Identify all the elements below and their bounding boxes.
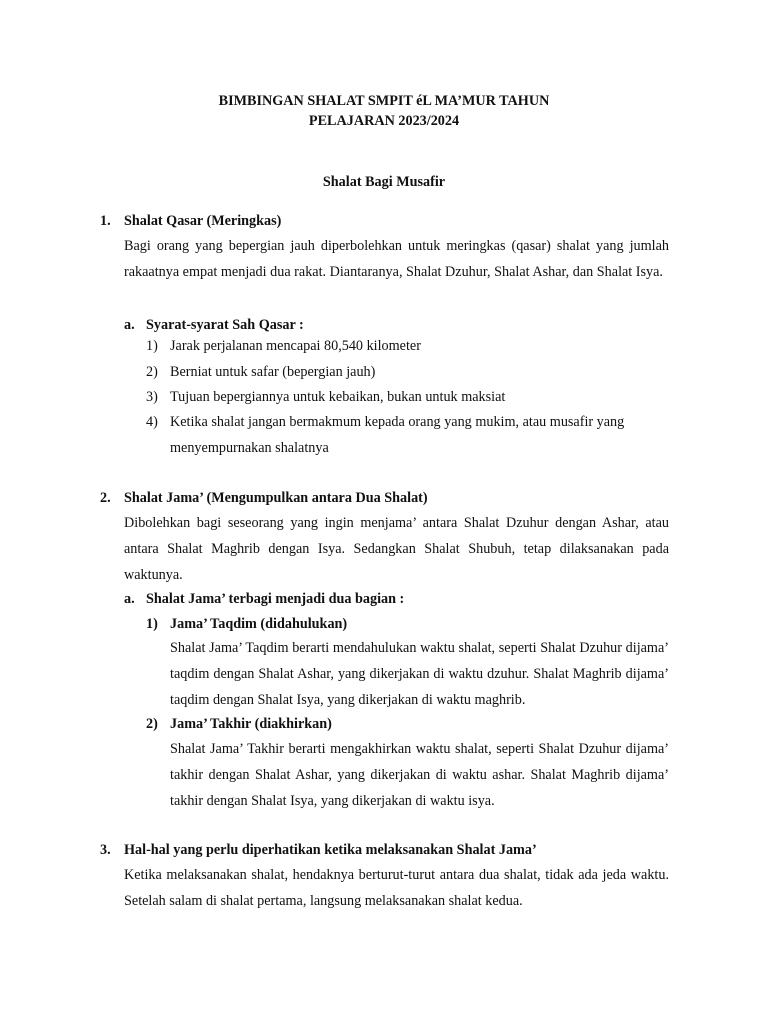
title-line-2: PELAJARAN 2023/2024 [308, 113, 460, 129]
document-title [0, 91, 768, 131]
list-text: Berniat untuk safar (bepergian jauh) [170, 364, 376, 380]
section-paragraph-3: Ketika melaksanakan shalat, hendaknya berturut-turut antara dua shalat, tidak ada jeda waktu. Setelah salam di shalat pertama, langsung melaksanakan shalat kedua. [124, 867, 669, 909]
sub-subsection-paragraph: Shalat Jama’ Taqdim berarti mendahulukan waktu shalat, seperti Shalat Dzuhur dijama’ taqdim dengan Shalat Ashar, yang dikerjakan di waktu dzuhur. Shalat Maghrib dijama’ taqdim dengan Shalat Isya, yang dikerjakan di waktu maghrib. [170, 640, 669, 708]
section-number: 1. [100, 213, 111, 229]
sub-subsection-title: Jama’ Takhir (diakhirkan) [170, 716, 332, 732]
sub-subsection-paragraph: Shalat Jama’ Takhir berarti mengakhirkan waktu shalat, seperti Shalat Dzuhur dijama’ takhir dengan Shalat Ashar, yang dikerjakan di waktu ashar. Shalat Maghrib dijama’ takhir dengan Shalat Isya, yang dikerjakan di waktu isya. [170, 741, 669, 809]
section-number: 2. [100, 490, 111, 506]
list-number: 2) [146, 364, 158, 380]
subsection-title: Shalat Jama’ terbagi menjadi dua bagian : [146, 591, 405, 607]
sub-subsection-title: Jama’ Taqdim (didahulukan) [170, 616, 348, 632]
section-number: 3. [100, 842, 111, 858]
list-number: 4) [146, 414, 158, 430]
title-line-1: BIMBINGAN SHALAT SMPIT éL MA’MUR TAHUN [218, 93, 550, 109]
section-title: Hal-hal yang perlu diperhatikan ketika melaksanakan Shalat Jama’ [124, 842, 537, 858]
list-text: Tujuan bepergiannya untuk kebaikan, bukan untuk maksiat [170, 389, 506, 405]
list-text: Ketika shalat jangan bermakmum kepada orang yang mukim, atau musafir yang menyempurnakan shalatnya [170, 414, 625, 456]
section-title: Shalat Qasar (Meringkas) [124, 213, 282, 229]
list-number: 1) [146, 338, 158, 354]
sub-subsection-number: 2) [146, 716, 158, 732]
subsection-title: Syarat-syarat Sah Qasar : [146, 317, 304, 333]
section-paragraph-2: Dibolehkan bagi seseorang yang ingin menjama’ antara Shalat Dzuhur dengan Ashar, atau antara Shalat Maghrib dengan Isya. Sedangkan Shalat Shubuh, tetap dilaksanakan pada waktunya. [124, 515, 669, 583]
list-text: Jarak perjalanan mencapai 80,540 kilometer [170, 338, 421, 354]
subsection-letter: a. [124, 317, 135, 333]
subsection-letter: a. [124, 591, 135, 607]
document-subtitle: Shalat Bagi Musafir [322, 174, 446, 190]
section-title: Shalat Jama’ (Mengumpulkan antara Dua Shalat) [124, 490, 428, 506]
sub-subsection-number: 1) [146, 616, 158, 632]
list-number: 3) [146, 389, 158, 405]
section-paragraph-1: Bagi orang yang bepergian jauh diperbolehkan untuk meringkas (qasar) shalat yang jumlah rakaatnya empat menjadi dua rakat. Diantaranya, Shalat Dzuhur, Shalat Ashar, dan Shalat Isya. [124, 238, 669, 280]
